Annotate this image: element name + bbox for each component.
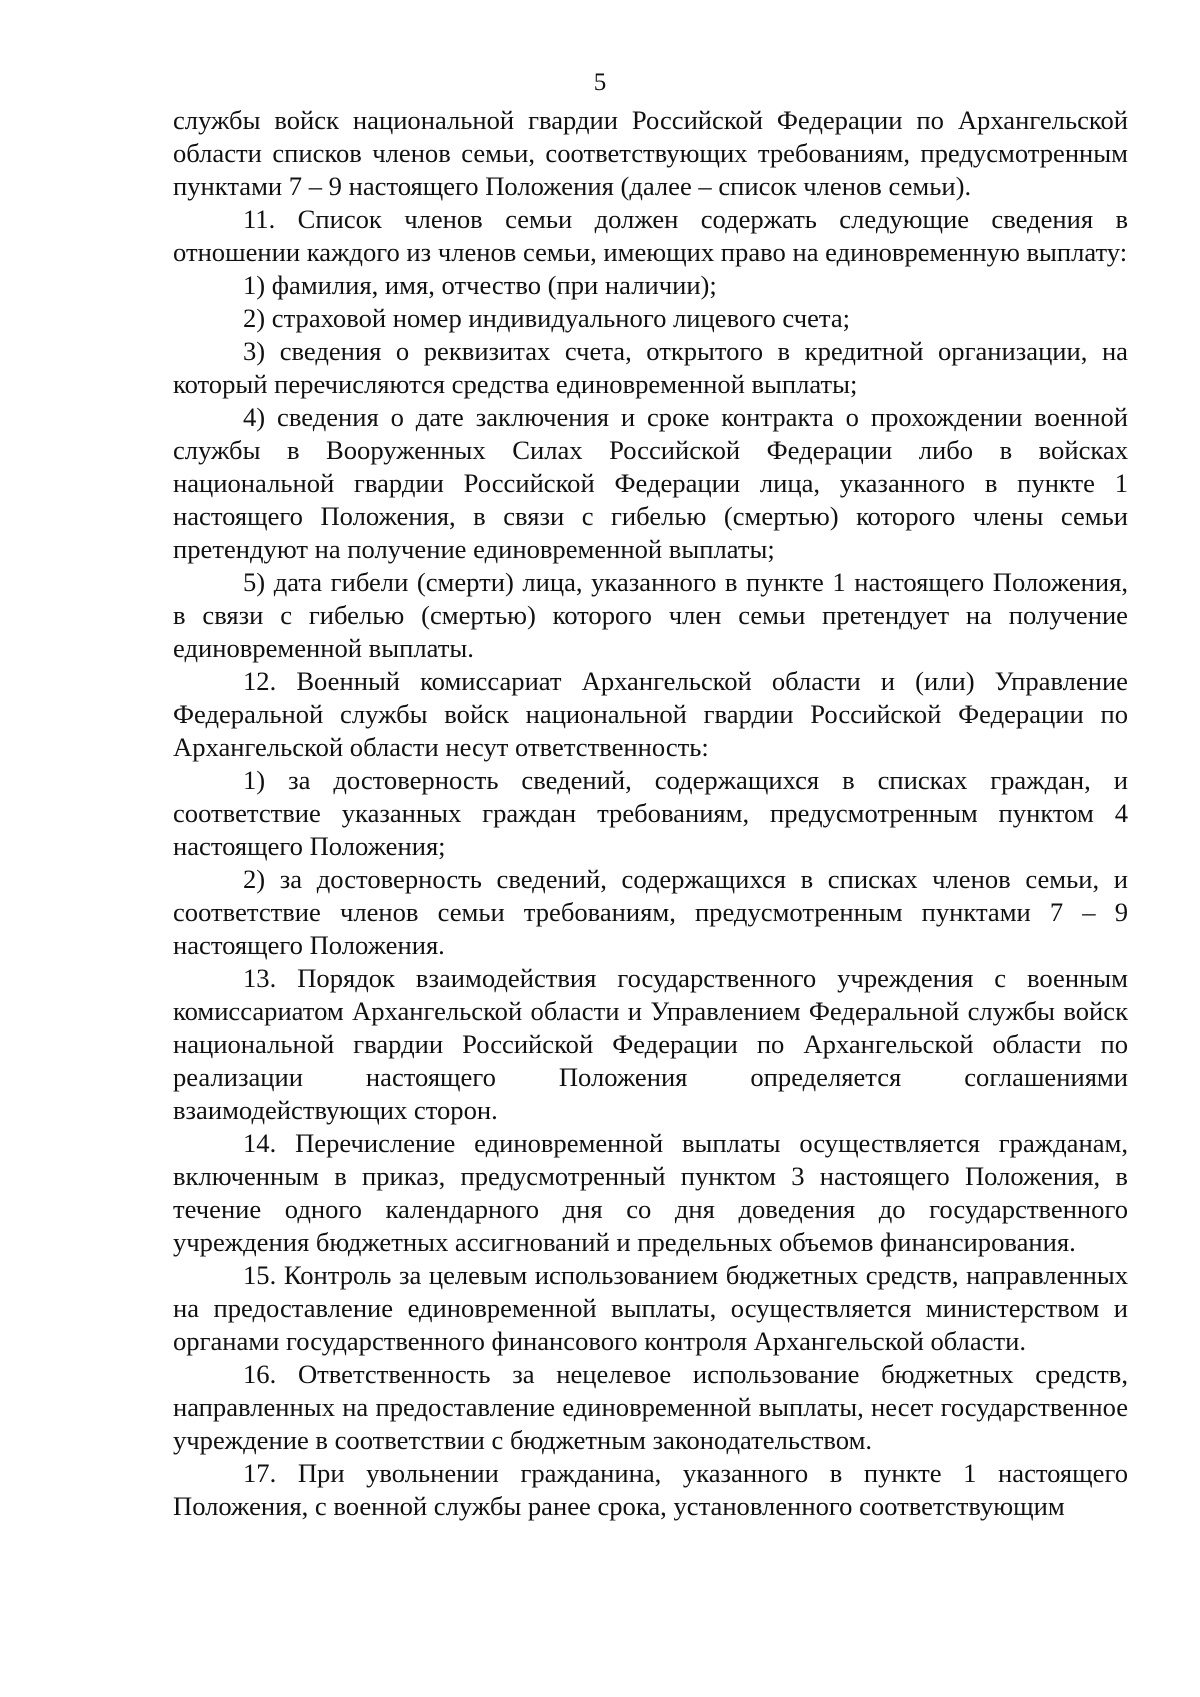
paragraph-clause-16: 16. Ответственность за нецелевое использование бюджетных средств, направленных на предоставление единовременной выплаты, несет государственное учреждение в соответствии с бюджетным законодательством. [173, 1359, 1128, 1455]
document-body [173, 104, 1128, 1523]
paragraph-clause-14: 14. Перечисление единовременной выплаты осуществляется гражданам, включенным в приказ, предусмотренный пунктом 3 настоящего Положения, в течение одного календарного дня со дня доведения до государственного учреждения бюджетных ассигнований и предельных объемов финансирования. [173, 1128, 1128, 1257]
paragraph-clause-12: 12. Военный комиссариат Архангельской области и (или) Управление Федеральной службы войск национальной гвардии Российской Федерации по Архангельской области несут ответственность: [173, 666, 1128, 762]
list-item-12-1: 1) за достоверность сведений, содержащихся в списках граждан, и соответствие указанных граждан требованиям, предусмотренным пунктом 4 настоящего Положения; [173, 765, 1128, 861]
paragraph-clause-13: 13. Порядок взаимодействия государственного учреждения с военным комиссариатом Архангельской области и Управлением Федеральной службы войск национальной гвардии Российской Федерации по Архангельской области по реализации настоящего Положения определяется соглашениями взаимодействующих сторон. [173, 963, 1128, 1125]
list-item-12-2: 2) за достоверность сведений, содержащихся в списках членов семьи, и соответствие членов семьи требованиям, предусмотренным пунктами 7 – 9 настоящего Положения. [173, 864, 1128, 960]
list-item-11-2: 2) страховой номер индивидуального лицевого счета; [243, 303, 851, 333]
paragraph-clause-11: 11. Список членов семьи должен содержать следующие сведения в отношении каждого из членов семьи, имеющих право на единовременную выплату: [173, 204, 1128, 267]
paragraph-clause-17: 17. При увольнении гражданина, указанного в пункте 1 настоящего Положения, с военной службы ранее срока, установленного соответствующим [173, 1458, 1128, 1521]
list-item-11-4: 4) сведения о дате заключения и сроке контракта о прохождении военной службы в Вооруженных Силах Российской Федерации либо в войсках национальной гвардии Российской Федерации лица, указанного в пункте 1 настоящего Положения, в связи с гибелью (смертью) которого члены семьи претендуют на получение единовременной выплаты; [173, 402, 1128, 564]
list-item-11-1: 1) фамилия, имя, отчество (при наличии); [243, 270, 717, 300]
paragraph-continuation: службы войск национальной гвардии Российской Федерации по Архангельской области списков членов семьи, соответствующих требованиям, предусмотренным пунктами 7 – 9 настоящего Положения (далее – список членов семьи). [173, 105, 1128, 201]
page-number: 5 [593, 69, 607, 96]
paragraph-clause-15: 15. Контроль за целевым использованием бюджетных средств, направленных на предоставление единовременной выплаты, осуществляется министерством и органами государственного финансового контроля Архангельской области. [173, 1260, 1128, 1356]
list-item-11-3: 3) сведения о реквизитах счета, открытого в кредитной организации, на который перечисляются средства единовременной выплаты; [173, 336, 1128, 399]
list-item-11-5: 5) дата гибели (смерти) лица, указанного в пункте 1 настоящего Положения, в связи с гибелью (смертью) которого член семьи претендует на получение единовременной выплаты. [173, 567, 1128, 663]
